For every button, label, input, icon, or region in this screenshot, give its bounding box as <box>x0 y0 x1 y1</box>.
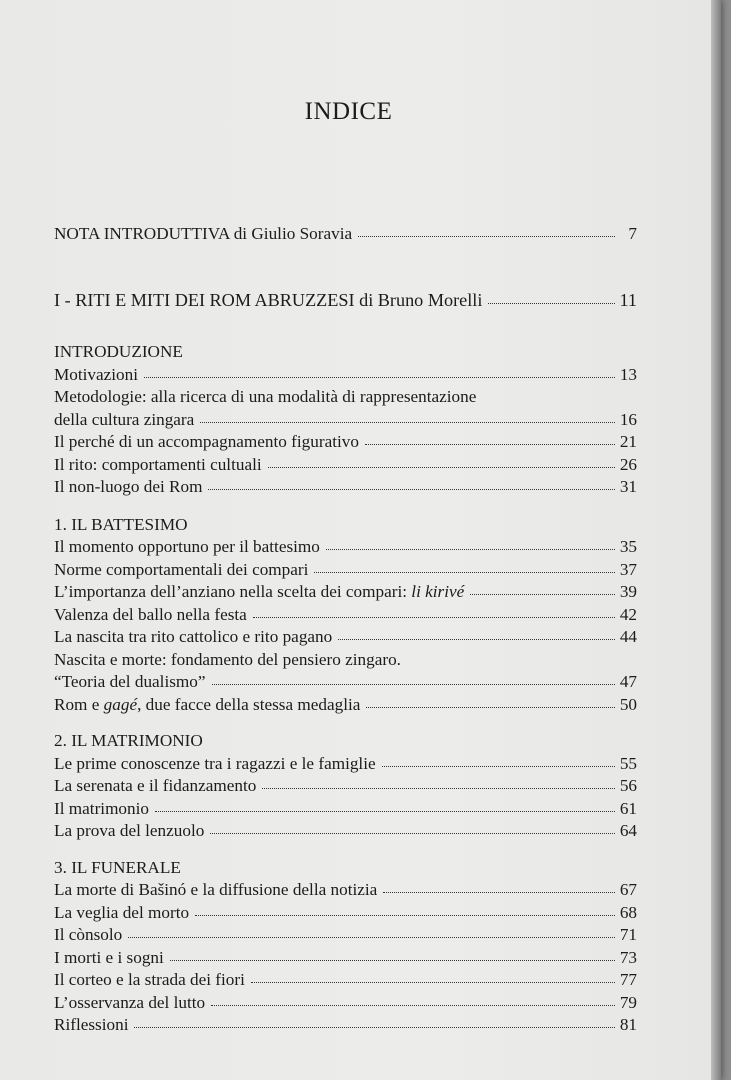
entry-page: 16 <box>619 409 637 429</box>
toc-entry[interactable] <box>54 992 637 1015</box>
leader-dots <box>211 1001 615 1006</box>
entry-title: Norme comportamentali dei compari <box>54 559 309 579</box>
toc-entry[interactable] <box>54 924 637 947</box>
entry-title: Le prime conoscenze tra i ragazzi e le famiglie <box>54 753 376 773</box>
entry-page: 37 <box>619 559 637 579</box>
leader-dots <box>208 485 615 490</box>
entry-title: Motivazioni <box>54 364 139 384</box>
entry-title: I morti e i sogni <box>54 947 164 967</box>
leader-dots <box>365 440 615 445</box>
toc-entry[interactable] <box>54 947 637 970</box>
leader-dots <box>128 933 615 938</box>
toc-entry[interactable] <box>54 431 637 454</box>
entry-page: 68 <box>619 902 637 922</box>
entry-page: 55 <box>619 753 637 773</box>
toc-entry[interactable] <box>54 581 637 604</box>
toc-entry[interactable] <box>54 364 637 387</box>
leader-dots <box>195 911 615 916</box>
entry-page: 67 <box>619 880 637 899</box>
entry-title: Il momento opportuno per il battesimo <box>54 537 320 556</box>
leader-dots <box>210 829 615 834</box>
entry-page: 81 <box>619 1015 637 1034</box>
toc-entry[interactable] <box>54 879 637 902</box>
entry-page: 11 <box>619 290 637 310</box>
entry-title: La veglia del morto <box>54 902 190 922</box>
entry-title: La prova del lenzuolo <box>54 821 205 840</box>
toc-entry[interactable] <box>54 969 637 992</box>
section-heading: 3. IL FUNERALE <box>54 857 181 877</box>
entry-title: Il cònsolo <box>54 925 123 944</box>
entry-page: 50 <box>619 694 637 714</box>
toc-part-1 <box>54 289 637 312</box>
leader-dots <box>470 590 615 595</box>
page-title: INDICE <box>304 98 393 125</box>
toc-entry[interactable] <box>54 820 637 843</box>
toc-entry[interactable] <box>54 536 637 559</box>
entry-title: L’osservanza del lutto <box>54 992 206 1012</box>
toc-entry[interactable] <box>54 798 637 821</box>
entry-title: La serenata e il fidanzamento <box>54 776 257 795</box>
toc-entry[interactable] <box>54 694 637 717</box>
entry-title: Il corteo e la strada dei fiori <box>54 970 245 989</box>
page-edge <box>711 0 721 1080</box>
entry-title: Nascita e morte: fondamento del pensiero zingaro. <box>54 649 401 669</box>
section-battesimo <box>54 514 637 717</box>
entry-page: 47 <box>619 672 637 691</box>
leader-dots <box>338 635 615 640</box>
entry-title: Riflessioni <box>54 1015 129 1034</box>
leader-dots <box>382 762 615 767</box>
entry-page: 77 <box>619 970 637 989</box>
toc-entry[interactable] <box>54 1014 637 1037</box>
entry-page: 35 <box>619 537 637 556</box>
toc-entry[interactable] <box>54 454 637 477</box>
leader-dots <box>253 613 615 618</box>
entry-page: 64 <box>619 821 637 840</box>
toc-entry[interactable] <box>54 626 637 649</box>
entry-page: 61 <box>619 798 637 818</box>
leader-dots <box>383 888 615 893</box>
toc-entry[interactable] <box>54 289 637 312</box>
leader-dots <box>314 568 615 573</box>
italic-term: li kirivé <box>411 582 465 601</box>
entry-title: “Teoria del dualismo” <box>54 672 206 691</box>
entry-page: 31 <box>619 477 637 496</box>
entry-title: NOTA INTRODUTTIVA di Giulio Soravia <box>54 224 353 243</box>
section-funerale <box>54 857 637 1037</box>
toc-entry[interactable] <box>54 559 637 582</box>
section-heading: 1. IL BATTESIMO <box>54 514 188 534</box>
toc-entry[interactable] <box>54 649 637 672</box>
italic-term: gagé <box>103 694 138 714</box>
entry-page: 79 <box>619 992 637 1012</box>
toc-body <box>54 341 637 1037</box>
entry-title: Il rito: comportamenti cultuali <box>54 454 262 474</box>
entry-page: 71 <box>619 925 637 944</box>
toc-entry[interactable] <box>54 223 637 246</box>
leader-dots <box>262 784 615 789</box>
toc-entry[interactable] <box>54 386 637 409</box>
entry-title: La nascita tra rito cattolico e rito pagano <box>54 627 333 646</box>
section-introduzione <box>54 341 637 499</box>
toc-entry[interactable] <box>54 902 637 925</box>
entry-title: Valenza del ballo nella festa <box>54 604 247 624</box>
leader-dots <box>212 680 615 685</box>
entry-title: Rom e gagé, due facce della stessa medaglia <box>54 694 361 714</box>
section-matrimonio <box>54 730 637 843</box>
entry-title: I - RITI E MITI DEI ROM ABRUZZESI di Bruno Morelli <box>54 290 483 310</box>
toc-entry[interactable] <box>54 476 637 499</box>
leader-dots <box>155 807 615 812</box>
leader-dots <box>358 232 615 237</box>
entry-title: Metodologie: alla ricerca di una modalità di rappresentazione <box>54 387 477 406</box>
toc-entry[interactable] <box>54 775 637 798</box>
toc-entry[interactable] <box>54 604 637 627</box>
toc-entry[interactable] <box>54 753 637 776</box>
leader-dots <box>170 956 615 961</box>
leader-dots <box>326 545 615 550</box>
leader-dots <box>144 373 615 378</box>
section-heading: 2. IL MATRIMONIO <box>54 731 203 750</box>
entry-page: 56 <box>619 776 637 795</box>
leader-dots <box>251 978 615 983</box>
leader-dots <box>268 463 615 468</box>
entry-page: 42 <box>619 604 637 624</box>
toc-nota <box>54 223 637 246</box>
entry-page: 26 <box>619 454 637 474</box>
entry-page: 7 <box>628 224 637 243</box>
entry-page: 13 <box>619 364 637 384</box>
leader-dots <box>488 299 615 304</box>
entry-page: 39 <box>619 582 637 601</box>
entry-title: L’importanza dell’anziano nella scelta dei compari: li kirivé <box>54 582 465 601</box>
entry-page: 73 <box>619 947 637 967</box>
entry-title: Il matrimonio <box>54 798 149 818</box>
toc-entry[interactable] <box>54 409 637 432</box>
leader-dots <box>134 1023 615 1028</box>
leader-dots <box>200 418 615 423</box>
entry-title: della cultura zingara <box>54 409 195 429</box>
entry-title: Il non-luogo dei Rom <box>54 477 203 496</box>
entry-page: 44 <box>619 627 637 646</box>
leader-dots <box>366 703 615 708</box>
toc-entry[interactable] <box>54 671 637 694</box>
section-heading: INTRODUZIONE <box>54 342 183 361</box>
entry-page: 21 <box>619 432 637 451</box>
entry-title: Il perché di un accompagnamento figurativo <box>54 432 359 451</box>
entry-title: La morte di Bašinó e la diffusione della notizia <box>54 880 378 899</box>
